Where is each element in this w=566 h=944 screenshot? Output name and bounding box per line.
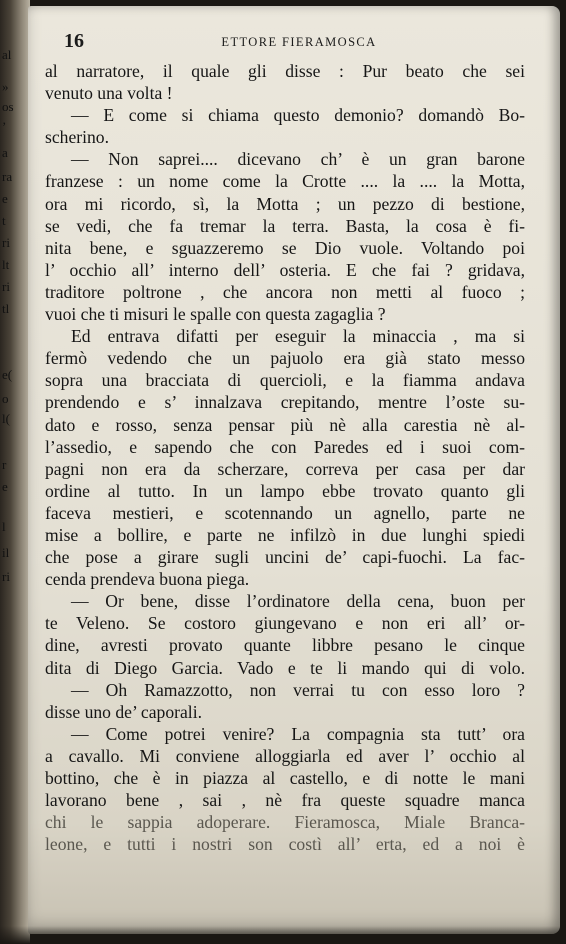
margin-fragment: l( xyxy=(2,411,10,426)
margin-fragment: os xyxy=(2,99,14,114)
margin-fragment: e xyxy=(2,191,8,206)
margin-fragment: e xyxy=(2,479,8,494)
margin-fragment: il xyxy=(2,545,10,560)
text-line: — Non saprei.... dicevano ch’ è un gran barone xyxy=(71,149,525,170)
text-line: pagni non era da scherzare, correva per casa per dar xyxy=(45,458,525,479)
text-line: disse uno de’ caporali. xyxy=(45,701,202,722)
text-line: mise a bollire, e parte ne infilzò in due lunghi spiedi xyxy=(45,524,525,545)
margin-fragment: t xyxy=(2,213,6,228)
margin-fragment: al xyxy=(2,47,12,62)
text-line: sopra una bracciata di quercioli, e la fiamma andava xyxy=(45,370,525,391)
margin-fragment: o xyxy=(2,391,9,406)
text-line: faceva mestieri, e scotennando un agnello, parte ne xyxy=(45,502,525,523)
text-line: te Veleno. Se costoro giungevano e non eri all’ or- xyxy=(45,613,525,634)
text-line: dato e rosso, senza pensar più nè alla carestia nè al- xyxy=(45,414,525,435)
text-line: al narratore, il quale gli disse : Pur beato che sei xyxy=(45,61,525,81)
text-line: ora mi ricordo, sì, la Motta ; un pezzo di bestione, xyxy=(45,193,525,214)
book-page xyxy=(28,6,560,934)
text-line: nita bene, e sguazzeremo se Dio vuole. Voltando poi xyxy=(45,237,525,258)
text-line: — Come potrei venire? La compagnia sta tutt’ ora xyxy=(71,723,525,744)
body-text xyxy=(45,60,525,855)
text-line: — Oh Ramazzotto, non verrai tu con esso loro ? xyxy=(71,679,525,700)
page-header xyxy=(64,30,534,56)
text-line: l’assedio, e sapendo che con Paredes ed i suoi com- xyxy=(45,436,525,457)
margin-fragment: r xyxy=(2,457,7,472)
running-title: ETTORE FIERAMOSCA xyxy=(221,35,377,49)
margin-fragment: ri xyxy=(2,235,10,250)
text-line: dine, avresti provato quante libbre pesano le cinque xyxy=(45,635,525,656)
text-line: — Or bene, disse l’ordinatore della cena, buon per xyxy=(71,591,525,612)
text-line: ordine al tutto. In un lampo ebbe trovato quanto gli xyxy=(45,480,525,501)
margin-fragment: ri xyxy=(2,279,10,294)
text-line: bottino, che è in piazza al castello, e di notte le mani xyxy=(45,768,525,788)
text-line: chi le sappia adoperare. Fieramosca, Miale Branca- xyxy=(45,812,525,833)
text-line: cenda prendeva buona piega. xyxy=(45,569,250,590)
text-line: che pose a girare sugli uncini de’ capi-fuochi. La fac- xyxy=(45,547,525,568)
margin-fragment: tl xyxy=(2,301,10,316)
text-line: prendendo e s’ innalzava crepitando, mentre l’oste su- xyxy=(45,392,525,413)
text-line: dita di Diego Garcia. Vado e te li mando qui di volo. xyxy=(45,657,525,678)
text-line: lavorano bene , sai , nè fra queste squadre manca xyxy=(45,790,525,811)
text-line: scherino. xyxy=(45,127,110,148)
page-bottom-shadow xyxy=(0,926,566,944)
margin-fragment: » xyxy=(2,79,9,94)
margin-fragment: a xyxy=(2,145,8,160)
text-line: leone, e tutti i nostri son costì all’ erta, ed a noi è xyxy=(45,834,525,855)
margin-fragment: l xyxy=(2,519,6,534)
text-line: venuto una volta ! xyxy=(45,83,173,104)
text-line: — E come si chiama questo demonio? domandò Bo- xyxy=(71,105,525,126)
margin-fragment: e( xyxy=(2,367,13,382)
margin-fragment: ’ xyxy=(2,119,7,134)
text-line: traditore poltrone , che ancora non metti al fuoco ; xyxy=(45,281,525,302)
text-line: a cavallo. Mi conviene alloggiarla ed aver l’ occhio al xyxy=(45,745,525,766)
text-line: fermò vedendo che un pajuolo era già stato messo xyxy=(45,348,525,369)
margin-fragment: ri xyxy=(2,569,10,584)
text-line: Ed entrava difatti per eseguir la minaccia , ma si xyxy=(71,326,525,347)
text-line: se vedi, che fa tremar la terra. Basta, la cosa è fi- xyxy=(45,215,525,236)
margin-fragment: ra xyxy=(2,169,13,184)
adjacent-page-edge xyxy=(0,0,30,944)
margin-fragment: lt xyxy=(2,257,10,272)
text-line: vuoi che ti misuri le spalle con questa zagaglia ? xyxy=(45,304,386,325)
text-line: l’ occhio all’ interno dell’ osteria. E che fai ? gridava, xyxy=(45,259,525,280)
page-number: 16 xyxy=(64,30,84,52)
text-line: franzese : un nome come la Crotte .... la .... la Motta, xyxy=(45,171,525,192)
